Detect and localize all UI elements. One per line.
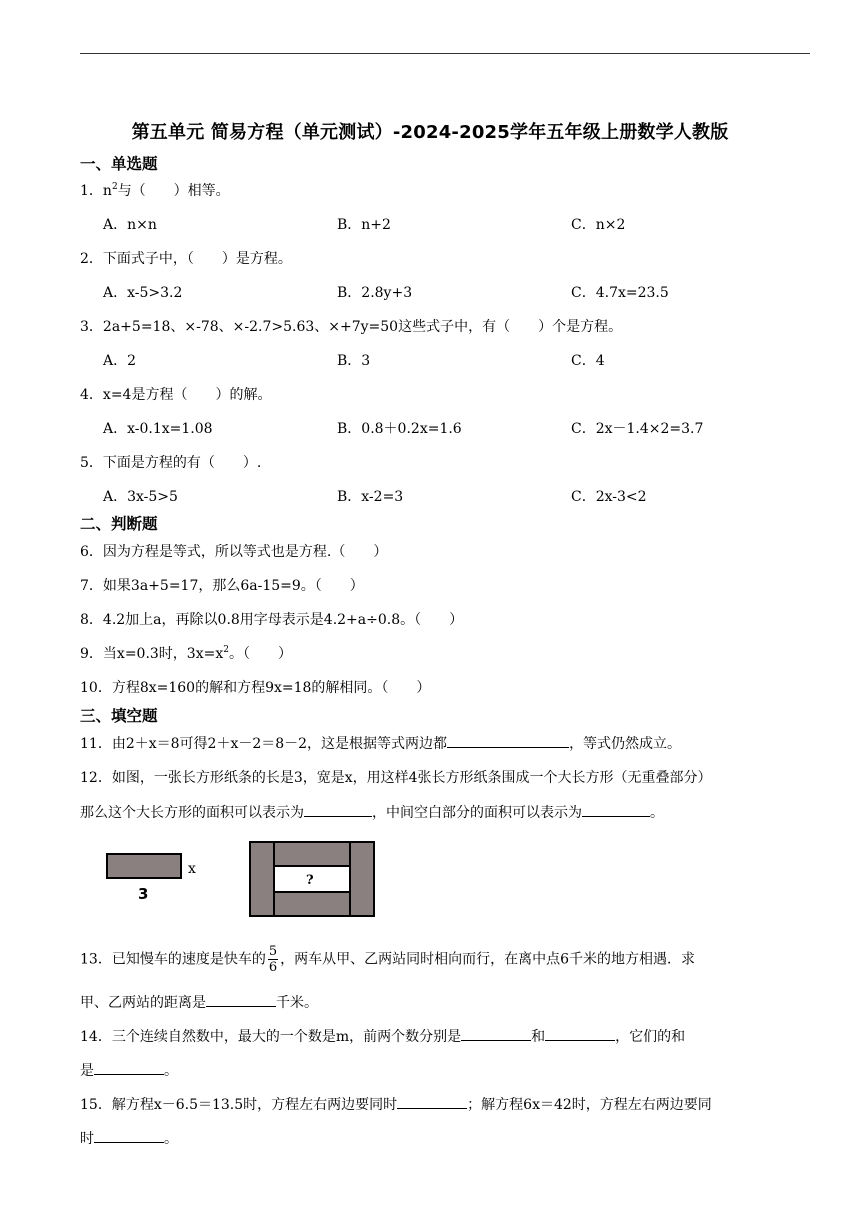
strip-length-label: 3 — [138, 885, 149, 903]
answer-blank[interactable] — [94, 1128, 164, 1143]
question-12-figure — [100, 836, 390, 922]
question-6: 6．因为方程是等式，所以等式也是方程.（ ） — [80, 544, 388, 560]
question-3: 3．2a+5=18、×-78、×-2.7>5.63、×+7y=50这些式子中，有（ ）个是方程。 — [80, 319, 623, 335]
page-title: 第五单元 简易方程（单元测试）-2024-2025学年五年级上册数学人教版 — [131, 122, 729, 143]
question-12-line-2: 那么这个大长方形的面积可以表示为 ，中间空白部分的面积可以表示为 。 — [80, 802, 664, 822]
answer-blank[interactable] — [397, 1094, 467, 1109]
question-15-line-2: 时 。 — [80, 1128, 178, 1148]
fraction: $\frac{5}{6}$ — [268, 944, 278, 975]
question-10: 10．方程8x=160的解和方程9x=18的解相同。（ ） — [80, 680, 431, 696]
header-rule — [80, 53, 810, 54]
option-b: B．n+2 — [337, 217, 391, 233]
option-a: A．n×n — [103, 217, 157, 233]
strip-top — [274, 842, 350, 866]
answer-blank[interactable] — [582, 802, 650, 817]
option-a: A．2 — [103, 353, 137, 369]
question-12-line-1: 12．如图，一张长方形纸条的长是3，宽是x，用这样4张长方形纸条围成一个大长方形（无重叠部分） — [80, 770, 712, 786]
section-heading-judge: 二、判断题 — [80, 515, 158, 533]
question-8: 8．4.2加上a，再除以0.8用字母表示是4.2+a÷0.8。（ ） — [80, 612, 464, 628]
option-b: B．0.8＋0.2x=1.6 — [337, 421, 462, 437]
question-2: 2．下面式子中，（ ）是方程。 — [80, 251, 292, 267]
answer-blank[interactable] — [206, 992, 276, 1007]
question-15-line-1: 15．解方程x－6.5＝13.5时，方程左右两边要同时 ；解方程6x＝42时，方程左右两边要同 — [80, 1094, 712, 1114]
option-c: C．n×2 — [571, 217, 626, 233]
question-1: 1．$n^2$与（ ）相等。 — [80, 182, 230, 199]
section-heading-choice: 一、单选题 — [80, 155, 158, 173]
option-a: A．3x-5>5 — [103, 489, 178, 505]
center-label: ? — [306, 873, 314, 888]
option-a: A．x-5>3.2 — [103, 285, 183, 301]
option-b: B．2.8y+3 — [337, 285, 413, 301]
answer-blank[interactable] — [461, 1026, 531, 1041]
answer-blank[interactable] — [94, 1060, 164, 1075]
question-4: 4．x=4是方程（ ）的解。 — [80, 387, 272, 403]
option-c: C．4.7x=23.5 — [571, 285, 669, 301]
question-11: 11．由2＋x＝8可得2＋x－2＝8－2，这是根据等式两边都 ，等式仍然成立。 — [80, 733, 681, 753]
question-13-line-1: 13．已知慢车的速度是快车的 $\frac{5}{6}$ ，两车从甲、乙两站同时相向而行，在离中点6千米的地方相遇．求 — [80, 944, 696, 975]
option-b: B．x-2=3 — [337, 489, 404, 505]
strip-width-label: x — [188, 861, 196, 877]
option-c: C．2x－1.4×2=3.7 — [571, 421, 704, 437]
question-14-line-1: 14．三个连续自然数中，最大的一个数是m，前两个数分别是 和 ，它们的和 — [80, 1026, 685, 1046]
paper-strip — [107, 854, 181, 878]
option-c: C．2x-3<2 — [571, 489, 647, 505]
answer-blank[interactable] — [545, 1026, 615, 1041]
strip-bottom — [274, 892, 350, 916]
strip-right — [350, 842, 374, 916]
option-a: A．x-0.1x=1.08 — [103, 421, 213, 437]
question-13-line-2: 甲、乙两站的距离是 千米。 — [80, 992, 318, 1012]
option-c: C．4 — [571, 353, 605, 369]
answer-blank[interactable] — [304, 802, 372, 817]
answer-blank[interactable] — [447, 733, 569, 748]
question-7: 7．如果3a+5=17，那么6a-15=9。（ ） — [80, 578, 364, 594]
option-b: B．3 — [337, 353, 371, 369]
strip-left — [250, 842, 274, 916]
question-9: 9．当x=0.3时，$3x=x^2$。（ ） — [80, 645, 292, 662]
section-heading-fill: 三、填空题 — [80, 707, 158, 725]
question-14-line-2: 是 。 — [80, 1060, 178, 1080]
question-5: 5．下面是方程的有（ ）. — [80, 455, 262, 471]
